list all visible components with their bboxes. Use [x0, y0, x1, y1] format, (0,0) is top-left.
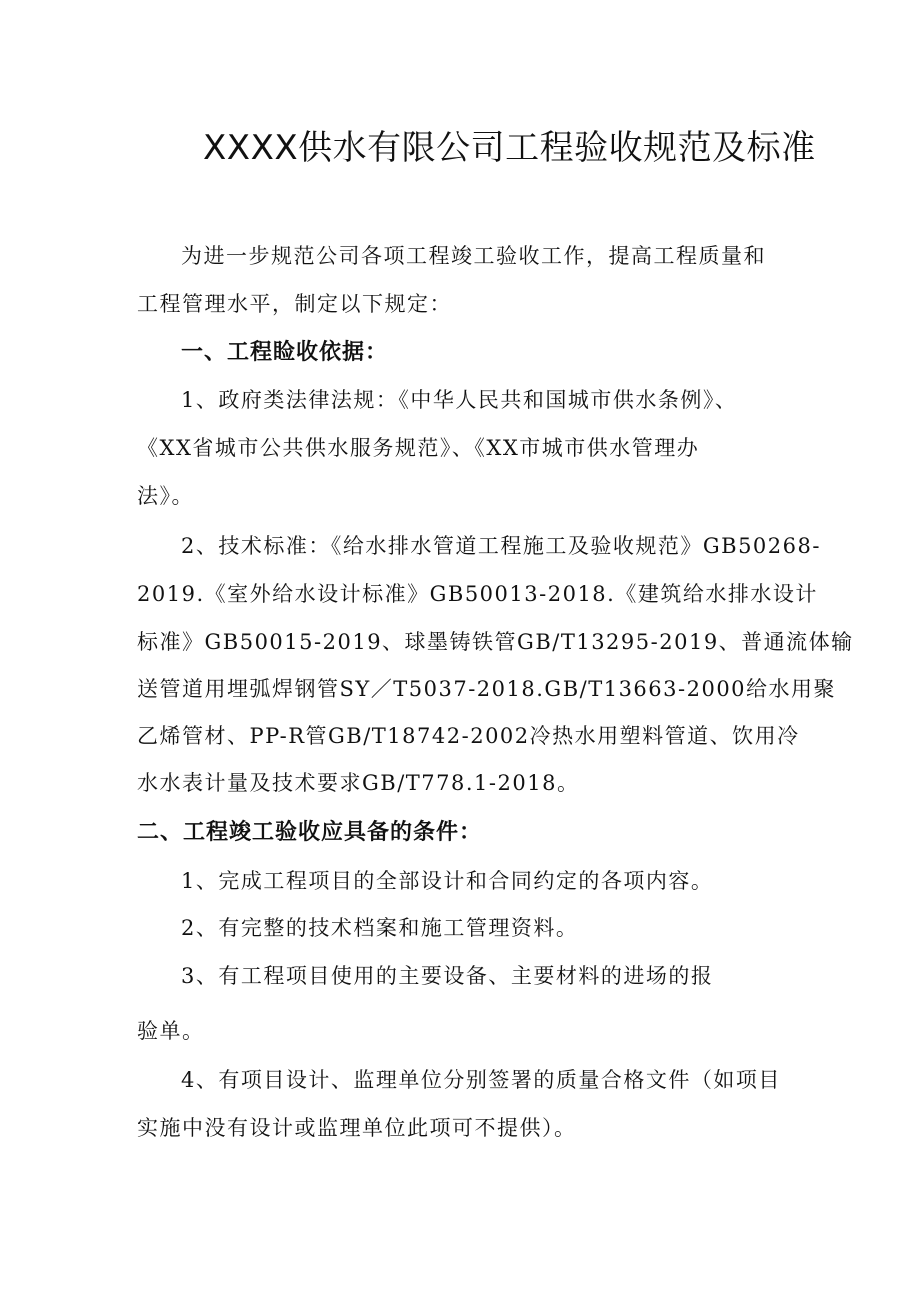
section-1-item-2-line-5: 乙烯管材、PP-R管GB/T18742-2002冷热水用塑料管道、饮用冷: [137, 724, 800, 748]
document-title: XXXX供水有限公司工程验收规范及标准: [203, 128, 816, 168]
section-1-item-2-line-2: 2019.《室外给水设计标准》GB50013-2018.《建筑给水排水设计: [137, 582, 818, 606]
section-2-item-4-line-2: 实施中没有设计或监理单位此项可不提供）。: [137, 1116, 577, 1140]
section-2-item-4-line-1: 4、有项目设计、监理单位分别签署的质量合格文件（如项目: [181, 1068, 781, 1092]
section-1-item-1-line-1: 1、政府类法律法规：《中华人民共和国城市供水条例》、: [181, 388, 738, 412]
intro-line-1: 为进一步规范公司各项工程竣工验收工作，提高工程质量和: [181, 244, 766, 268]
section-2-item-3-line-1: 3、有工程项目使用的主要设备、主要材料的进场的报: [181, 964, 714, 988]
section-1-item-2-line-1: 2、技术标准：《给水排水管道工程施工及验收规范》GB50268-: [181, 534, 821, 558]
section-2-item-3-line-2: 验单。: [137, 1019, 205, 1043]
section-1-item-2-line-6: 水水表计量及技术要求GB/T778.1-2018。: [137, 771, 580, 795]
section-2-item-2: 2、有完整的技术档案和施工管理资料。: [181, 916, 579, 940]
section-1-item-2-line-3: 标准》GB50015-2019、球墨铸铁管GB/T13295-2019、普通流体输: [137, 630, 854, 654]
section-1-item-1-line-3: 法》。: [137, 484, 194, 508]
section-1-item-2-line-4: 送管道用埋弧焊钢管SY／T5037-2018.GB/T13663-2000给水用聚: [137, 677, 837, 701]
section-1-item-1-line-2: 《XX省城市公共供水服务规范》、《XX市城市供水管理办: [137, 436, 700, 460]
intro-line-2: 工程管理水平，制定以下规定：: [137, 292, 452, 316]
section-1-heading: 一、工程睑收依据：: [181, 340, 389, 365]
section-2-heading: 二、工程竣工验收应具备的条件：: [137, 820, 483, 845]
section-2-item-1: 1、完成工程项目的全部设计和合同约定的各项内容。: [181, 869, 714, 893]
